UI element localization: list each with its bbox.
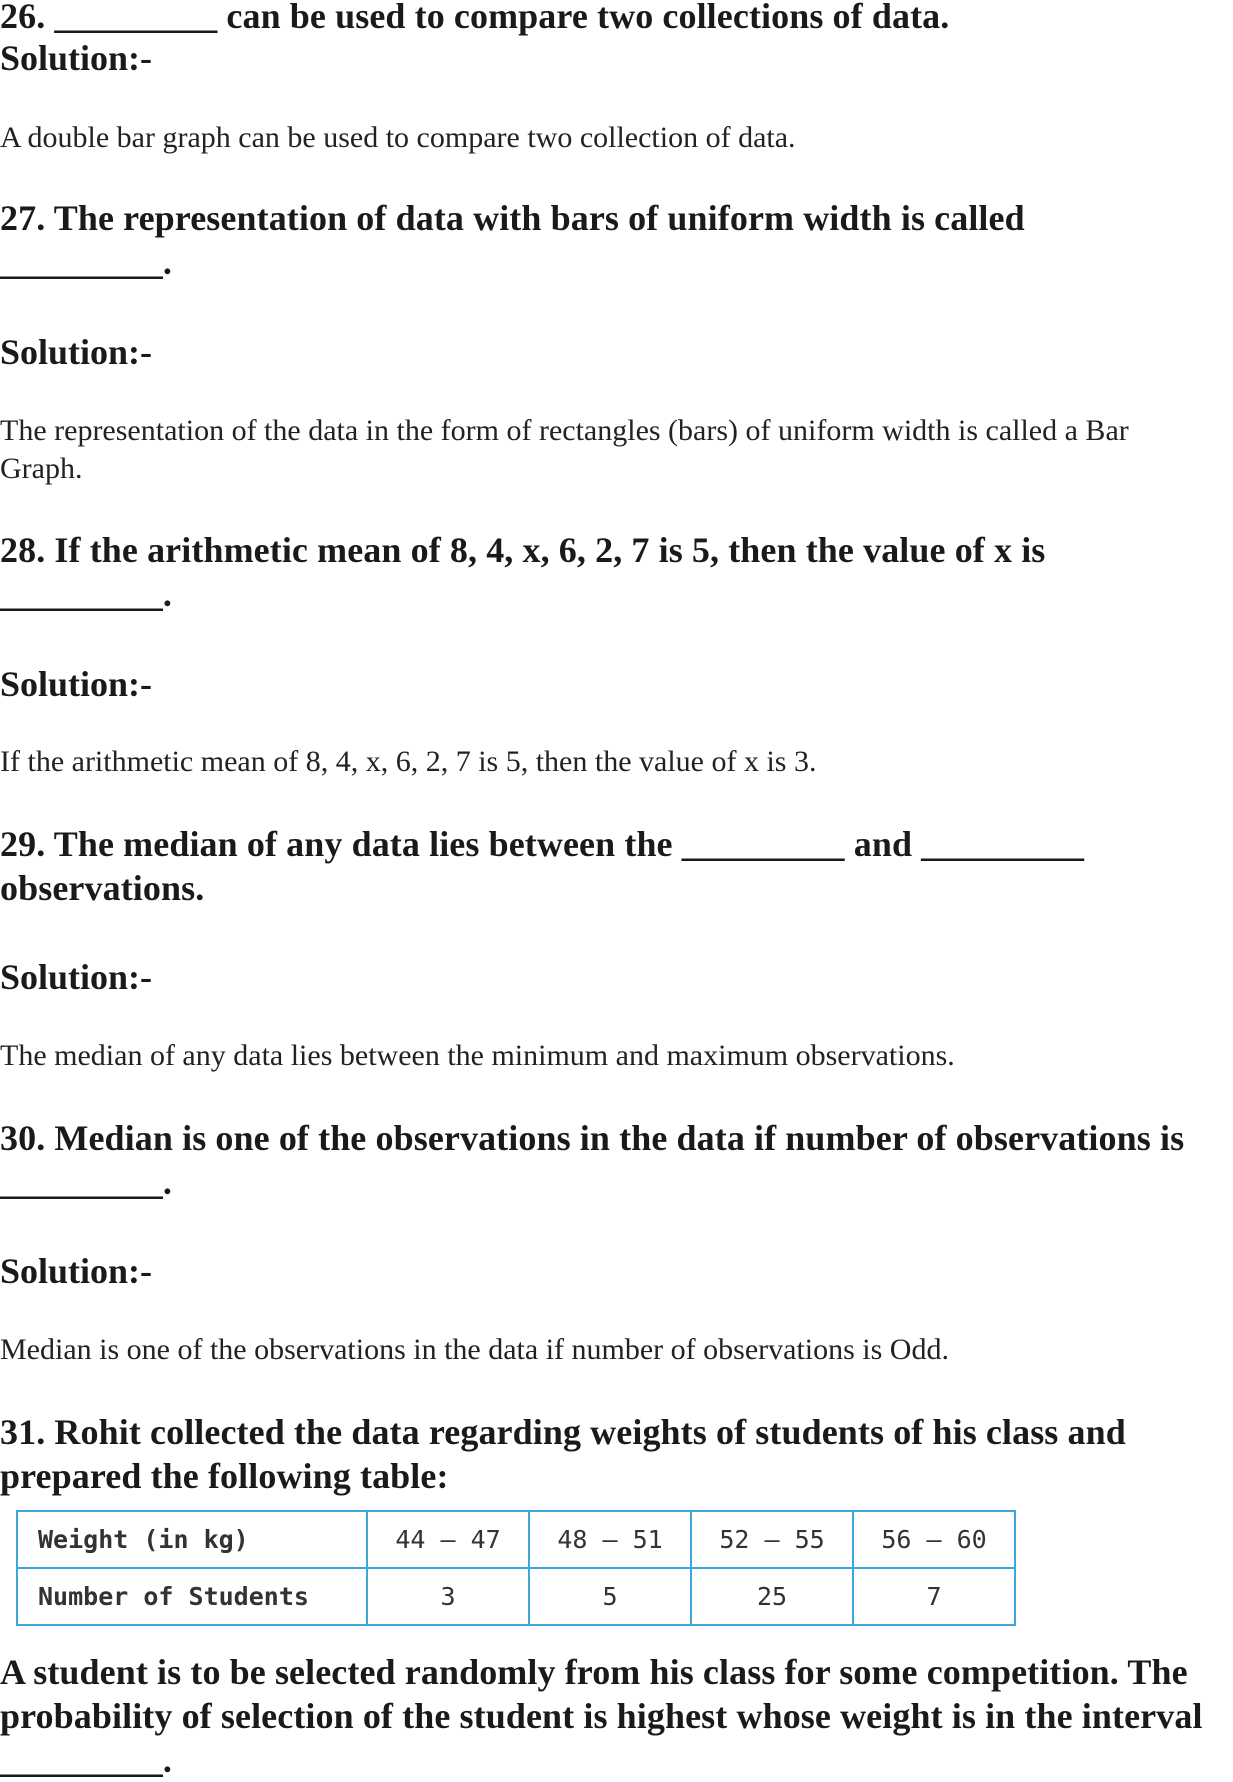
table-cell: 52 – 55 bbox=[691, 1511, 853, 1568]
solution-label-28: Solution:- bbox=[0, 664, 153, 704]
question-26: 26. _________ can be used to compare two collections of data. bbox=[0, 0, 950, 36]
table-header-students: Number of Students bbox=[17, 1568, 367, 1625]
answer-28: If the arithmetic mean of 8, 4, x, 6, 2, 7 is 5, then the value of x is 3. bbox=[0, 745, 817, 778]
question-31: 31. Rohit collected the data regarding weights of students of his class and prepared the following table: bbox=[0, 1412, 1126, 1496]
table-cell: 48 – 51 bbox=[529, 1511, 691, 1568]
table-cell: 56 – 60 bbox=[853, 1511, 1015, 1568]
table-header-weight: Weight (in kg) bbox=[17, 1511, 367, 1568]
question-28: 28. If the arithmetic mean of 8, 4, x, 6, 2, 7 is 5, then the value of x is _________. bbox=[0, 530, 1046, 614]
question-29: 29. The median of any data lies between the _________ and _________ observations. bbox=[0, 824, 1085, 908]
question-30: 30. Median is one of the observations in the data if number of observations is _________. bbox=[0, 1118, 1185, 1202]
table-cell: 7 bbox=[853, 1568, 1015, 1625]
table-cell: 5 bbox=[529, 1568, 691, 1625]
answer-29: The median of any data lies between the minimum and maximum observations. bbox=[0, 1039, 955, 1072]
question-27: 27. The representation of data with bars of uniform width is called _________. bbox=[0, 198, 1025, 282]
table-cell: 25 bbox=[691, 1568, 853, 1625]
solution-label-30: Solution:- bbox=[0, 1251, 153, 1291]
answer-26: A double bar graph can be used to compare two collection of data. bbox=[0, 121, 796, 154]
answer-30: Median is one of the observations in the data if number of observations is Odd. bbox=[0, 1333, 949, 1366]
solution-label-29: Solution:- bbox=[0, 957, 153, 997]
answer-27: The representation of the data in the form of rectangles (bars) of uniform width is called a Bar Graph. bbox=[0, 414, 1129, 485]
solution-label-26: Solution:- bbox=[0, 38, 153, 78]
table-row bbox=[17, 1568, 1015, 1625]
table-cell: 44 – 47 bbox=[367, 1511, 529, 1568]
solution-label-27: Solution:- bbox=[0, 332, 153, 372]
weight-table bbox=[16, 1510, 1016, 1626]
table-row bbox=[17, 1511, 1015, 1568]
question-31-followup: A student is to be selected randomly from his class for some competition. The probability of selection of the student is highest whose weight is in the interval _________. bbox=[0, 1652, 1203, 1780]
table-cell: 3 bbox=[367, 1568, 529, 1625]
